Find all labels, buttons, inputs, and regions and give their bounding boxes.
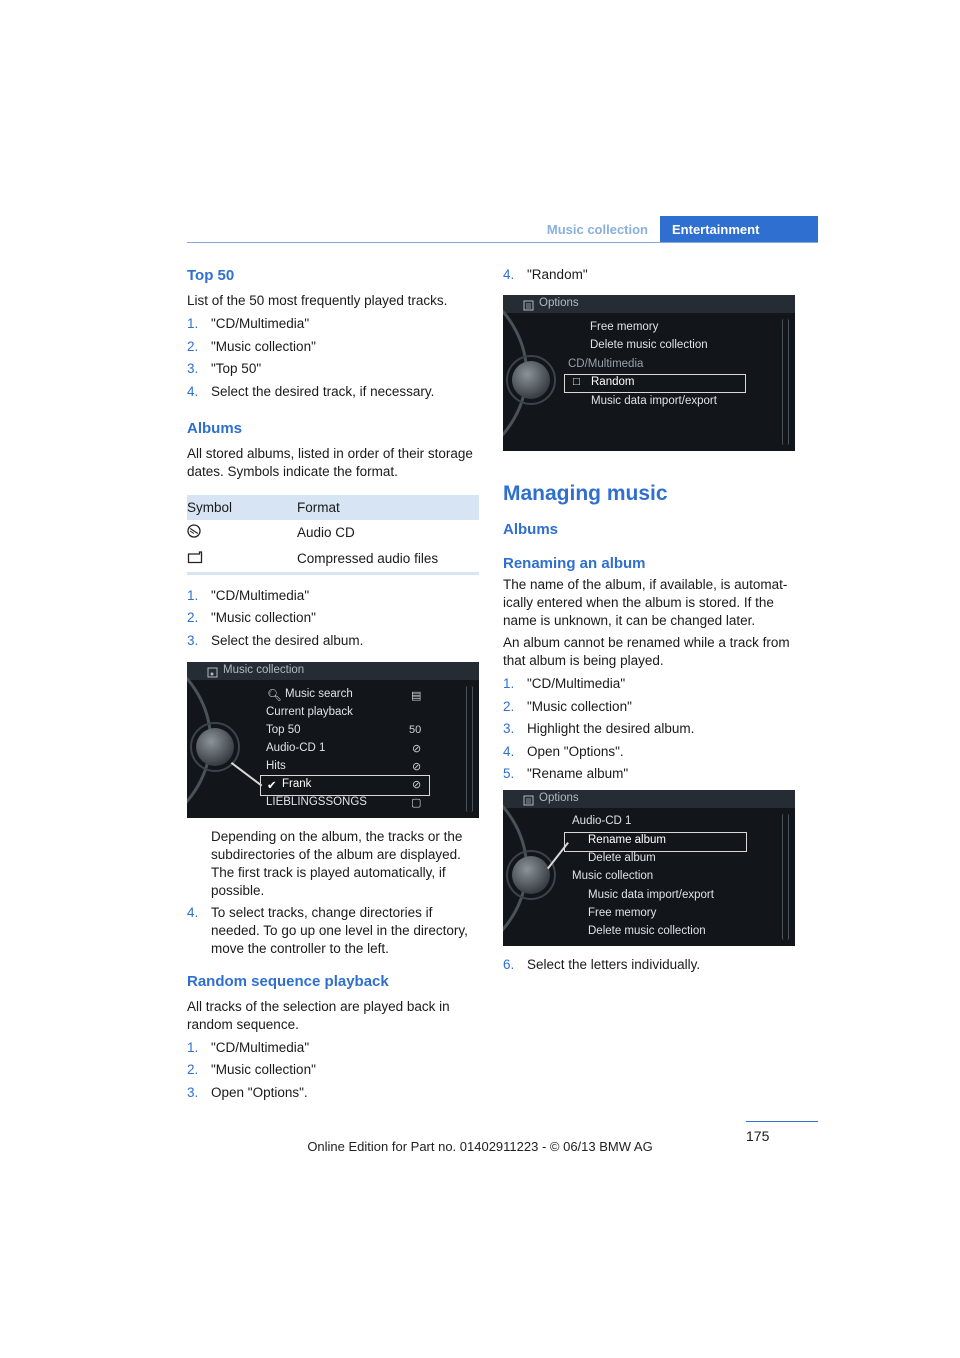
list-item: 3. Select the desired album.	[187, 632, 364, 648]
table-row	[187, 520, 479, 546]
list-item: 3. Highlight the desired album.	[503, 721, 695, 736]
random-step4	[503, 266, 797, 284]
list-item: 4. Select the desired track, if necessary.	[187, 383, 435, 399]
folder-icon: ▤	[411, 689, 422, 702]
list-item: 1. "CD/Multimedia"	[503, 676, 626, 691]
checkbox-icon: □	[573, 376, 580, 388]
rename-steps	[503, 675, 797, 783]
music-collection-screenshot	[187, 662, 479, 818]
list-item: 6. Select the letters individually.	[503, 957, 701, 972]
controller-knob	[512, 361, 550, 399]
list-item: 2. "Music collection"	[503, 698, 632, 714]
screen-title: Options	[539, 792, 579, 804]
random-intro: All tracks of the selection are played back in random sequence.	[187, 998, 450, 1032]
rename-para1: The name of the album, if available, is automat-ically entered when the album is stored. If the name is unknown, it can be changed later.	[503, 577, 788, 628]
menu-item-lieblingssongs: LIEBLINGSSONGS	[266, 795, 367, 808]
options-icon	[523, 298, 534, 309]
page-number: 175	[746, 1128, 770, 1144]
format-audio-cd: Audio CD	[297, 525, 355, 540]
menu-item-hits: Hits	[266, 759, 286, 772]
options-random-screenshot	[503, 295, 795, 451]
options-rename-screenshot	[503, 790, 795, 946]
menu-group-cd-multimedia: CD/Multimedia	[568, 358, 644, 370]
controller-knob	[196, 728, 234, 766]
albums-steps	[187, 587, 481, 650]
highlight-frame	[564, 374, 746, 393]
menu-item-data-import-export: Music data import/export	[588, 889, 714, 901]
format-compressed: Compressed audio files	[297, 546, 479, 574]
rename-heading: Renaming an album	[503, 555, 646, 572]
running-header-section: Music collection	[546, 221, 648, 237]
search-icon: 🔍︎	[267, 689, 282, 702]
top50-heading: Top 50	[187, 267, 235, 284]
audio-cd-icon: ⊘	[412, 742, 422, 755]
random-steps	[187, 1039, 481, 1102]
list-item: 4. "Random"	[503, 267, 588, 282]
menu-item-delete-collection: Delete music collection	[590, 339, 708, 351]
list-item: 1. "CD/Multimedia"	[187, 587, 310, 603]
table-row	[187, 546, 479, 574]
list-item: 2. "Music collection"	[187, 610, 316, 625]
menu-item-audio-cd: Audio-CD 1	[266, 741, 326, 754]
table-header-format: Format	[297, 495, 479, 520]
menu-item-current-playback: Current playback	[266, 705, 353, 718]
menu-item-delete-collection: Delete music collection	[588, 925, 706, 937]
audio-cd-icon	[187, 526, 201, 541]
menu-item-random: Random	[591, 376, 635, 388]
edition-footer: Online Edition for Part no. 01402911223 - © 06/13 BMW AG	[307, 1139, 653, 1154]
list-item: 5. "Rename album"	[503, 766, 629, 781]
menu-item-top50: Top 50	[266, 723, 301, 736]
rename-step6	[503, 956, 797, 974]
checkmark-icon: ✔	[267, 779, 277, 792]
left-column	[187, 262, 481, 1106]
menu-item-free-memory: Free memory	[588, 907, 657, 919]
menu-item-data-import-export: Music data import/export	[591, 395, 717, 407]
header-rule	[187, 242, 818, 243]
callout-line	[547, 842, 568, 869]
menu-group-audio-cd: Audio-CD 1	[572, 815, 632, 827]
list-item: 3. "Top 50"	[187, 361, 262, 376]
menu-item-rename-album: Rename album	[588, 834, 666, 846]
albums-step4	[187, 904, 481, 958]
right-column	[503, 262, 797, 979]
albums-intro: All stored albums, listed in order of their storage dates. Symbols indicate the format.	[187, 445, 473, 479]
top50-badge: 50	[409, 723, 422, 736]
menu-item-music-search: Music search	[285, 687, 353, 700]
list-item: 3. Open "Options".	[187, 1084, 308, 1100]
managing-albums-subheading: Albums	[503, 521, 559, 538]
options-icon	[523, 793, 534, 804]
top50-steps	[187, 315, 481, 401]
footer-rule	[746, 1121, 818, 1122]
list-item: 4. To select tracks, change directories if needed. To go up one level in the directory, move the controller to the left.	[187, 904, 468, 956]
highlight-frame	[564, 832, 747, 852]
menu-item-free-memory: Free memory	[590, 321, 659, 333]
albums-heading: Albums	[187, 419, 243, 437]
managing-heading: Managing music	[503, 482, 668, 505]
list-item: 1. "CD/Multimedia"	[187, 316, 310, 331]
menu-group-music-collection: Music collection	[572, 870, 654, 882]
audio-cd-icon: ⊘	[412, 760, 422, 773]
music-note-icon	[207, 665, 218, 676]
audio-cd-icon: ⊘	[412, 778, 422, 791]
screen-title: Music collection	[223, 663, 305, 676]
list-item: 2. "Music collection"	[187, 338, 316, 354]
list-item: 2. "Music collection"	[187, 1062, 316, 1077]
running-header-chapter: Entertainment	[660, 216, 818, 242]
screen-title: Options	[539, 297, 579, 309]
menu-item-frank: Frank	[282, 777, 312, 790]
controller-knob	[512, 856, 550, 894]
symbol-table	[187, 495, 479, 575]
list-item: 4. Open "Options".	[503, 743, 624, 759]
top50-intro: List of the 50 most frequently played tracks.	[187, 293, 448, 308]
compressed-files-icon	[187, 552, 203, 567]
menu-item-delete-album: Delete album	[588, 852, 656, 864]
highlight-frame	[260, 775, 430, 796]
callout-line	[231, 762, 262, 786]
rename-para2: An album cannot be renamed while a track from that album is being played.	[503, 635, 790, 668]
list-item: 1. "CD/Multimedia"	[187, 1039, 310, 1055]
table-header-symbol: Symbol	[187, 495, 297, 520]
random-heading: Random sequence playback	[187, 972, 389, 990]
albums-after-screen: Depending on the album, the tracks or the subdirectories of the album are displayed. The first track is played automatically, if possible.	[211, 828, 463, 898]
compressed-files-icon: ▢	[411, 796, 422, 809]
